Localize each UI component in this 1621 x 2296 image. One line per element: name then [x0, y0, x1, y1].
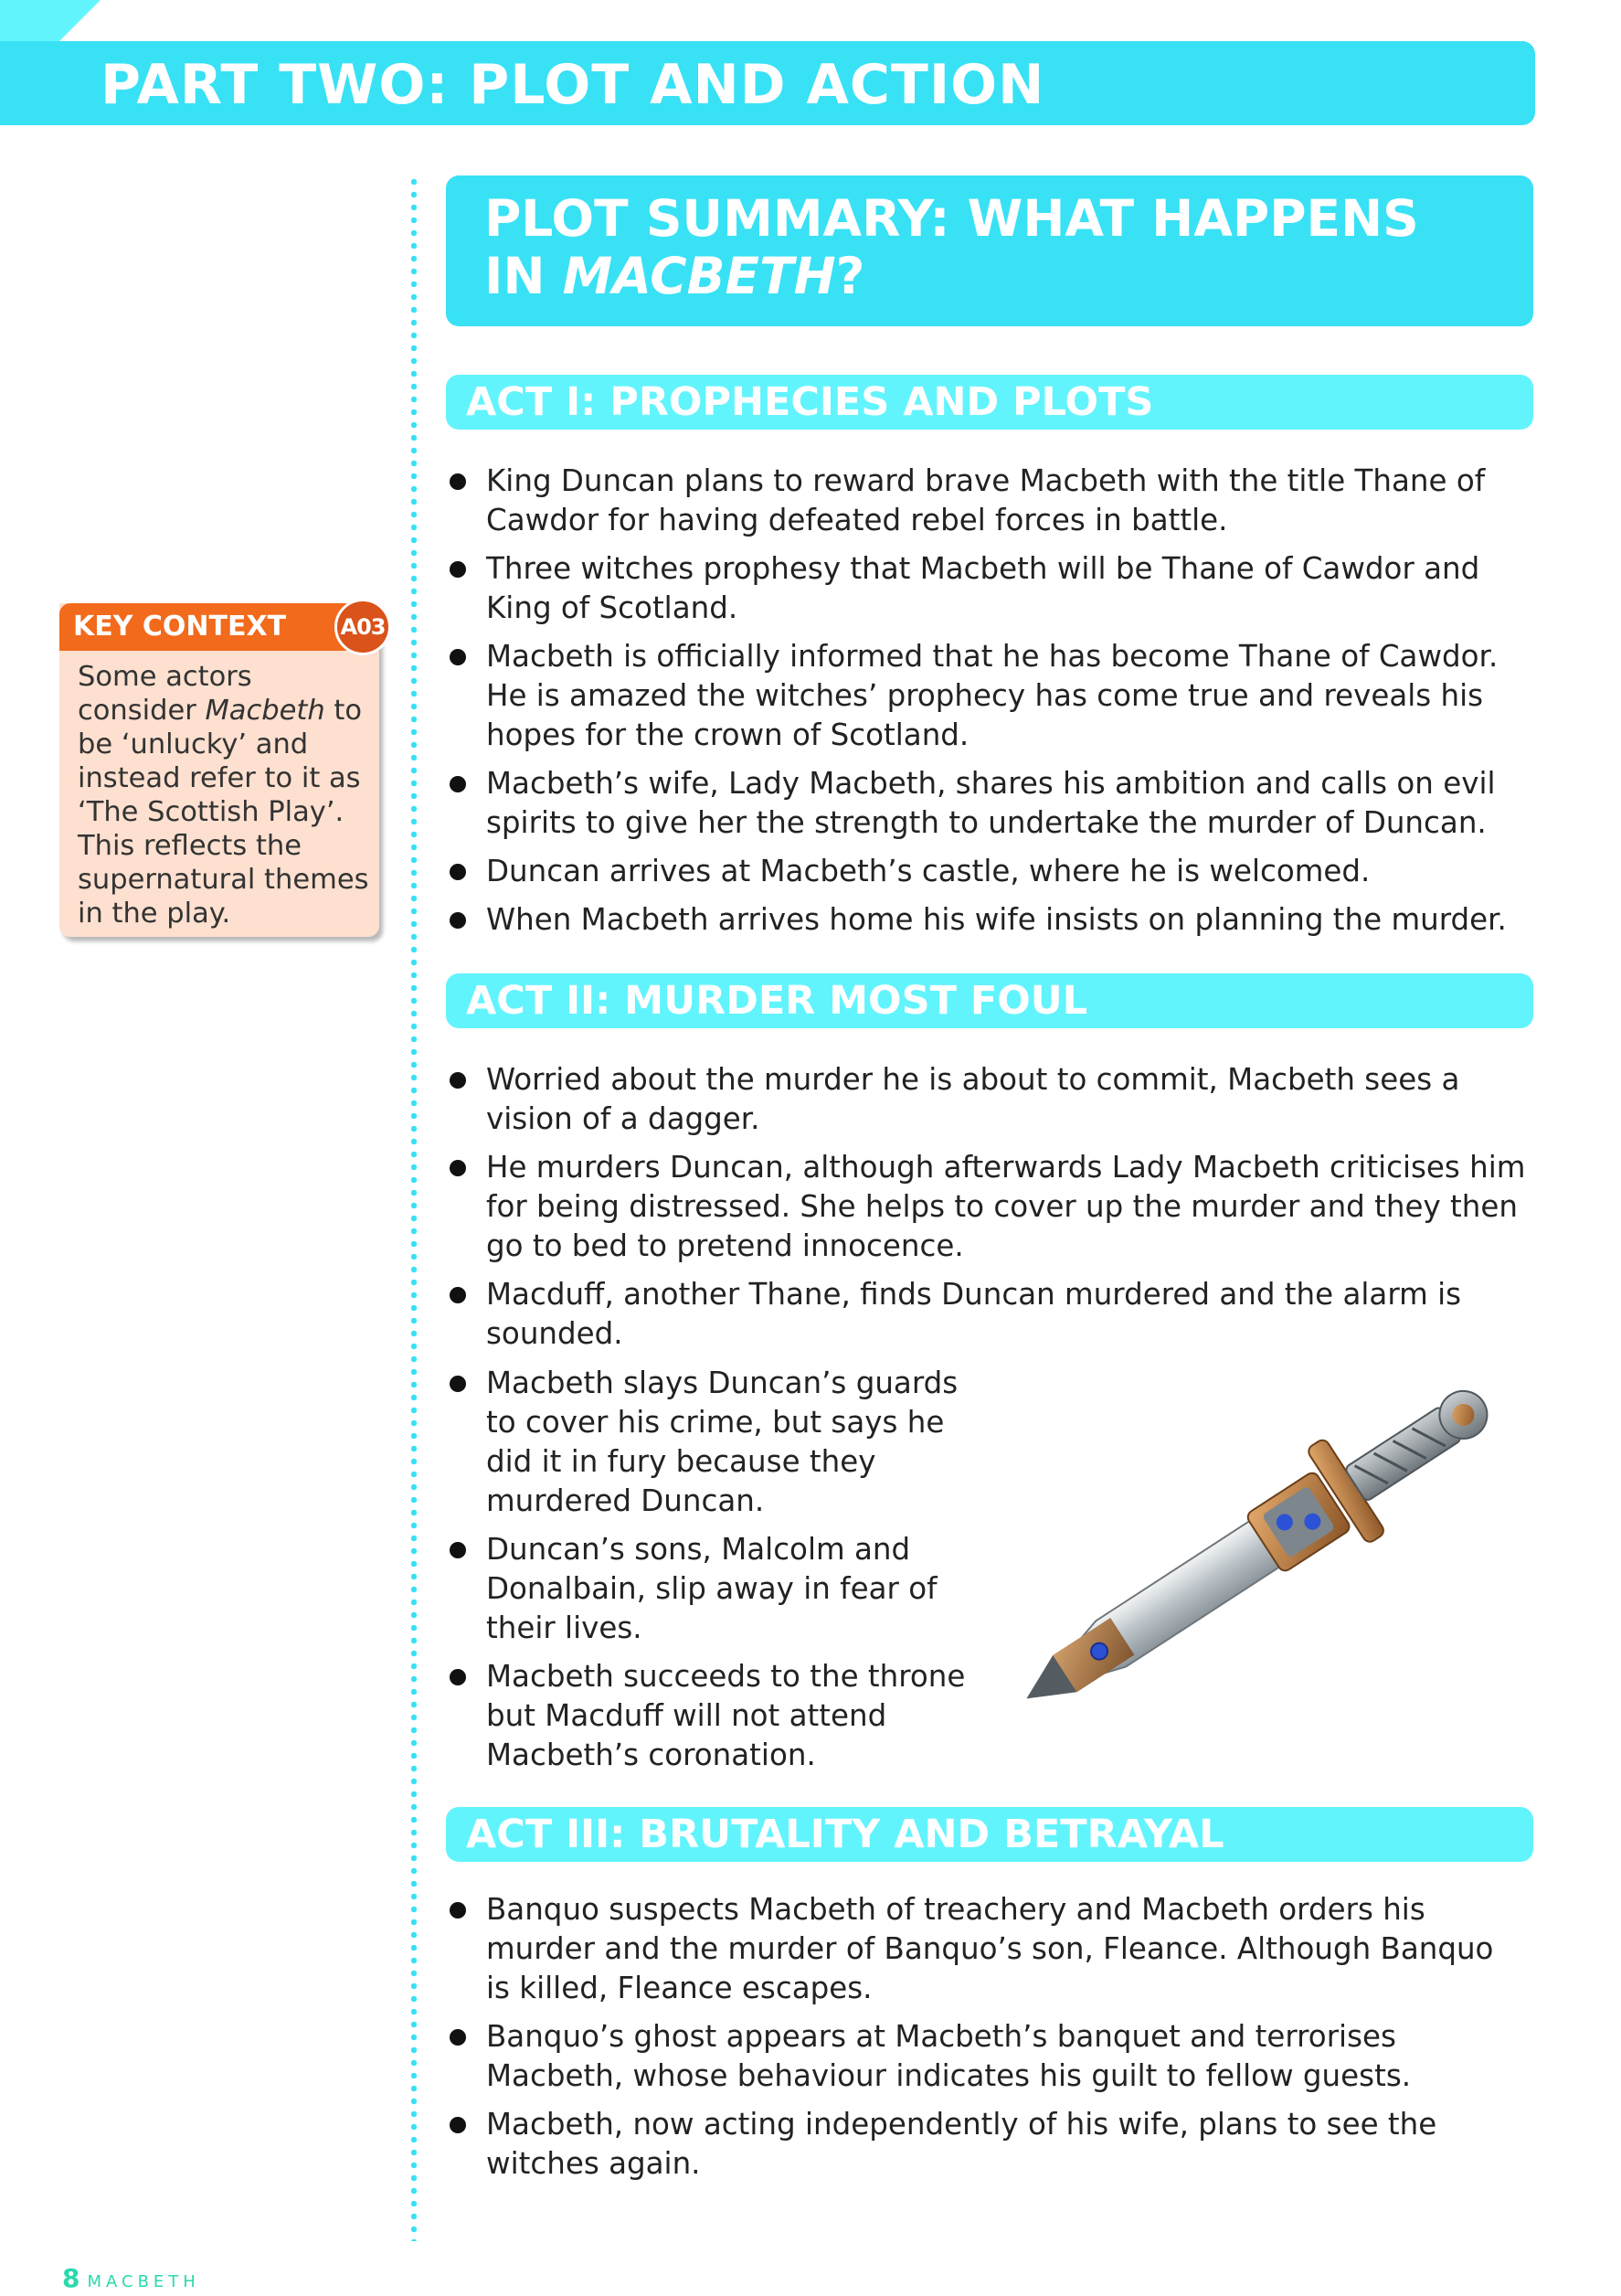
key-context-text-pre: Some actors consider: [78, 661, 252, 727]
act-3-title: ACT III: BRUTALITY AND BETRAYAL: [466, 1812, 1224, 1857]
list-item: Macduff, another Thane, finds Duncan murdered and the alarm is sounded.: [448, 1275, 1526, 1354]
summary-title-q: ?: [835, 247, 865, 305]
list-item: Banquo suspects Macbeth of treachery and Macbeth orders his murder and the murder of Banquo’s son, Fleance. Although Banquo is killed, Fleance escapes.: [448, 1890, 1526, 2008]
act-3-list: [448, 1890, 1526, 2193]
list-item: Banquo’s ghost appears at Macbeth’s banquet and terrorises Macbeth, whose behaviour indicates his guilt to fellow guests.: [448, 2017, 1526, 2096]
footer: [62, 2265, 200, 2296]
book-title: MACBETH: [87, 2272, 200, 2291]
act-2-list: [448, 1060, 1526, 1363]
key-context-text: [78, 660, 379, 930]
summary-title-play: MACBETH: [562, 247, 836, 305]
list-item: When Macbeth arrives home his wife insists on planning the murder.: [448, 900, 1526, 940]
key-context-text-post: to be ‘unlucky’ and instead refer to it as ‘The Scottish Play’. This reflects the supernatural themes in the play.: [78, 695, 369, 930]
list-item: Macbeth is officially informed that he has become Thane of Cawdor. He is amazed the witches’ prophecy has come true and reveals his hopes for the crown of Scotland.: [448, 637, 1526, 755]
part-title: PART TWO: PLOT AND ACTION: [101, 53, 1045, 117]
list-item: He murders Duncan, although afterwards Lady Macbeth criticises him for being distressed. She helps to cover up the murder and they then go to bed to pretend innocence.: [448, 1148, 1526, 1266]
act-2-list-narrow: [448, 1364, 987, 1784]
act-2-title: ACT II: MURDER MOST FOUL: [466, 978, 1088, 1024]
list-item: Macbeth succeeds to the throne but Macduff will not attend Macbeth’s coronation.: [448, 1657, 987, 1775]
summary-title: [484, 190, 1419, 305]
dagger-image: [987, 1380, 1526, 1718]
assessment-badge: A03: [334, 599, 391, 655]
list-item: Three witches prophesy that Macbeth will be Thane of Cawdor and King of Scotland.: [448, 549, 1526, 628]
page-number: 8: [62, 2263, 80, 2293]
list-item: Duncan’s sons, Malcolm and Donalbain, slip away in fear of their lives.: [448, 1530, 987, 1648]
act-1-title: ACT I: PROPHECIES AND PLOTS: [466, 379, 1154, 425]
list-item: Macbeth’s wife, Lady Macbeth, shares his ambition and calls on evil spirits to give her the strength to undertake the murder of Duncan.: [448, 764, 1526, 843]
list-item: Duncan arrives at Macbeth’s castle, where he is welcomed.: [448, 852, 1526, 891]
list-item: Macbeth slays Duncan’s guards to cover his crime, but says he did it in fury because they murdered Duncan.: [448, 1364, 987, 1521]
key-context-text-play: Macbeth: [205, 695, 325, 727]
dotted-divider: [411, 175, 417, 2241]
list-item: King Duncan plans to reward brave Macbeth with the title Thane of Cawdor for having defeated rebel forces in battle.: [448, 462, 1526, 540]
list-item: Worried about the murder he is about to commit, Macbeth sees a vision of a dagger.: [448, 1060, 1526, 1139]
summary-title-in: IN: [484, 247, 563, 305]
list-item: Macbeth, now acting independently of his wife, plans to see the witches again.: [448, 2105, 1526, 2184]
summary-title-line1: PLOT SUMMARY: WHAT HAPPENS: [484, 189, 1419, 248]
key-context-label: KEY CONTEXT: [73, 611, 287, 643]
act-1-list: [448, 462, 1526, 949]
